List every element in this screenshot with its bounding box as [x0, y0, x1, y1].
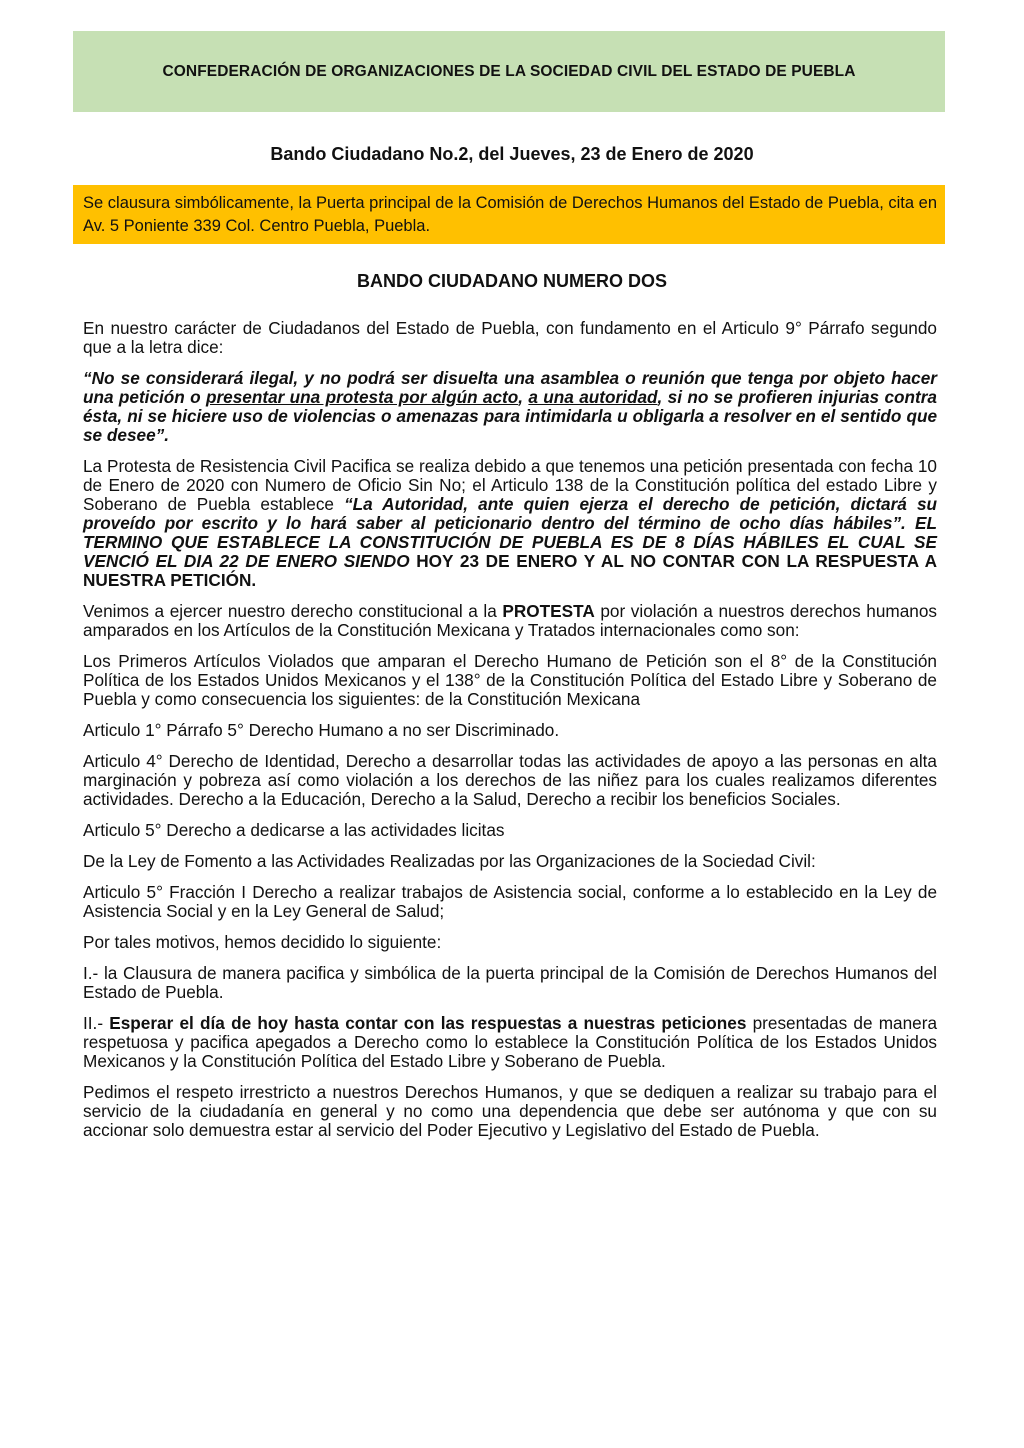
protest-keyword: PROTESTA	[502, 601, 595, 621]
bando-title: Bando Ciudadano No.2, del Jueves, 23 de Enero de 2020	[270, 144, 754, 164]
closing-paragraph: Pedimos el respeto irrestricto a nuestros Derechos Humanos, y que se dediquen a realizar su trabajo para el servicio de la ciudadanía en general y no como una dependencia que debe ser autónoma y que con su accionar solo demuestra estar al servicio del Poder Ejecutivo y Legislativo del Estado de Puebla.	[83, 1082, 937, 1140]
quote-underlined-protest: presentar una protesta por algún acto	[205, 387, 519, 407]
article-5-fraction-paragraph: Articulo 5° Fracción I Derecho a realizar trabajos de Asistencia social, conforme a lo establecido en la Ley de Asistencia Social y en la Ley General de Salud;	[83, 882, 937, 921]
resolution-2-rest: presentadas de manera respetuosa y pacifica apegados a Derecho como lo establece la Constitución Política de los Estados Unidos Mexicanos y la Constitución Política del Estado Libre y Soberano de Puebla.	[83, 1013, 938, 1071]
protest-text: La Protesta de Resistencia Civil Pacifica se realiza debido a que tenemos una petición presentada con fecha 10 de Enero de 2020 con Numero de Oficio Sin No; el Articulo 138 de la Constitución política del estado Libre y Soberano de Puebla establece	[83, 456, 937, 514]
constitutional-quote	[83, 369, 937, 445]
quote-separator: ,	[518, 387, 529, 407]
section-heading: BANDO CIUDADANO NUMERO DOS	[357, 271, 667, 291]
exercise-text: Venimos a ejercer nuestro derecho constitucional a la	[83, 601, 503, 621]
resolution-2-bold: Esperar el día de hoy hasta contar con las respuestas a nuestras peticiones	[109, 1013, 747, 1033]
resolution-2	[83, 1014, 937, 1071]
protest-paragraph	[83, 457, 937, 590]
article-1-paragraph: Articulo 1° Párrafo 5° Derecho Humano a no ser Discriminado.	[83, 720, 560, 740]
article-5-paragraph: Articulo 5° Derecho a dedicarse a las actividades licitas	[83, 820, 505, 840]
first-articles-paragraph: Los Primeros Artículos Violados que amparan el Derecho Humano de Petición son el 8° de la Constitución Política de los Estados Unidos Mexicanos y el 138° de la Constitución Política del Estado Libre y Soberano de Puebla y como consecuencia los siguientes: de la Constitución Mexicana	[83, 651, 937, 709]
quote-text-end: , si no se profieren injurias contra ésta, ni se hiciere uso de violencias o amenazas para intimidarla u obligarla a resolver en el sentido que se desee”.	[83, 387, 937, 445]
protest-conclusion: HOY 23 DE ENERO Y AL NO CONTAR CON LA RESPUESTA A NUESTRA PETICIÓN.	[83, 551, 937, 590]
intro-paragraph: En nuestro carácter de Ciudadanos del Estado de Puebla, con fundamento en el Articulo 9° Párrafo segundo que a la letra dice:	[83, 318, 937, 357]
decision-intro: Por tales motivos, hemos decidido lo siguiente:	[83, 932, 442, 952]
organization-header	[73, 31, 945, 112]
closure-notice: Se clausura simbólicamente, la Puerta principal de la Comisión de Derechos Humanos del Estado de Puebla, cita en Av. 5 Poniente 339 Col. Centro Puebla, Puebla.	[73, 185, 945, 244]
organization-name: CONFEDERACIÓN DE ORGANIZACIONES DE LA SOCIEDAD CIVIL DEL ESTADO DE PUEBLA	[162, 62, 856, 80]
exercise-text-end: por violación a nuestros derechos humanos amparados en los Artículos de la Constitución Mexicana y Tratados internacionales como son:	[83, 601, 938, 640]
quote-underlined-authority: a una autoridad	[528, 387, 658, 407]
resolution-2-prefix: II.-	[83, 1013, 110, 1033]
exercise-paragraph	[83, 602, 937, 640]
ley-fomento-paragraph: De la Ley de Fomento a las Actividades Realizadas por las Organizaciones de la Sociedad Civil:	[83, 851, 816, 871]
protest-quote: “La Autoridad, ante quien ejerza el derecho de petición, dictará su proveído por escrito y lo hará saber al peticionario dentro del término de ocho días hábiles”. EL TERMINO QUE ESTABLECE LA CONSTITUCIÓN DE PUEBLA ES DE 8 DÍAS HÁBILES EL CUAL SE VENCIÓ EL DIA 22 DE ENERO SIENDO	[83, 494, 938, 571]
resolution-1: I.- la Clausura de manera pacifica y simbólica de la puerta principal de la Comisión de Derechos Humanos del Estado de Puebla.	[83, 963, 937, 1002]
document-body	[83, 319, 937, 1152]
article-4-paragraph: Articulo 4° Derecho de Identidad, Derecho a desarrollar todas las actividades de apoyo a las personas en alta marginación y pobreza así como violación a los derechos de las niñez para los cuales realizamos diferentes actividades. Derecho a la Educación, Derecho a la Salud, Derecho a recibir los beneficios Sociales.	[83, 751, 937, 809]
quote-text: “No se considerará ilegal, y no podrá ser disuelta una asamblea o reunión que tenga por objeto hacer una petición o	[83, 368, 937, 407]
